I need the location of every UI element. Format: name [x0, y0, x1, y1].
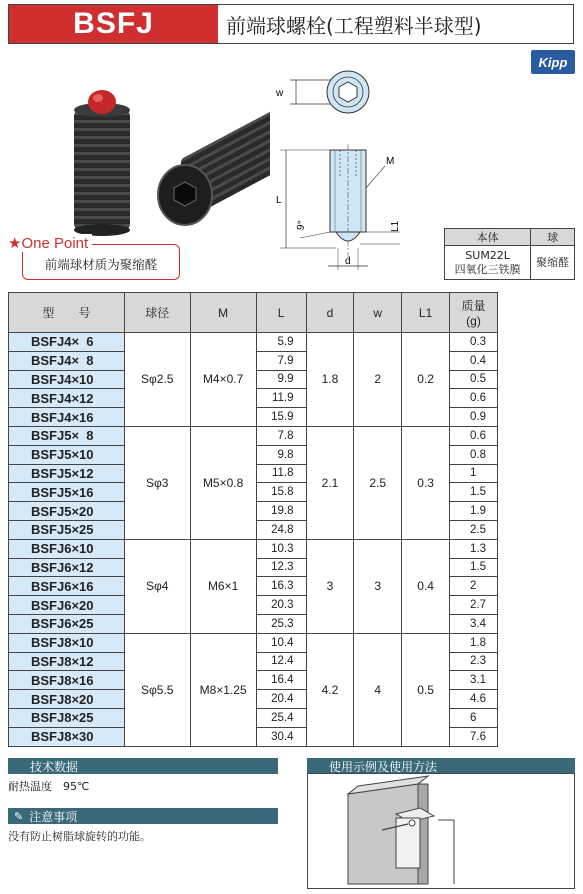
thread-cell: M8×1.25: [190, 633, 256, 746]
mass-cell: 1.5: [450, 483, 498, 502]
d-cell: 2.1: [306, 426, 354, 539]
brand-logo: Kipp: [531, 50, 575, 74]
model-cell: BSFJ8×10: [9, 633, 125, 652]
model-cell: BSFJ8×30: [9, 727, 125, 746]
model-cell: BSFJ5× 8: [9, 426, 125, 445]
col-ball: 球径: [124, 293, 190, 333]
model-cell: BSFJ8×25: [9, 708, 125, 727]
length-cell: 11.9: [256, 389, 306, 408]
usage-illustration-frame: [307, 773, 575, 889]
dim-w-label: w: [276, 88, 284, 99]
tech-data-title: 技术数据: [30, 759, 79, 774]
col-mass: [450, 293, 498, 333]
length-cell: 15.8: [256, 483, 306, 502]
model-cell: BSFJ6×20: [9, 596, 125, 615]
tech-data-bar: [8, 758, 278, 774]
dim-d-label: d: [345, 256, 351, 267]
length-cell: 7.8: [256, 426, 306, 445]
usage-title: 使用示例及使用方法: [329, 759, 438, 774]
l1-cell: 0.2: [402, 333, 450, 427]
length-cell: 5.9: [256, 333, 306, 352]
length-cell: 9.9: [256, 370, 306, 389]
length-cell: 7.9: [256, 351, 306, 370]
w-cell: 3: [354, 539, 402, 633]
l1-cell: 0.5: [402, 633, 450, 746]
model-cell: BSFJ5×25: [9, 520, 125, 539]
one-point-callout: [8, 234, 180, 280]
model-cell: BSFJ5×12: [9, 464, 125, 483]
product-photo: [60, 80, 270, 240]
thread-cell: M5×0.8: [190, 426, 256, 539]
mass-cell: 1.9: [450, 502, 498, 521]
col-mass-unit: (g): [466, 314, 481, 328]
material-body-line: SUM22L: [465, 248, 510, 262]
d-cell: 4.2: [306, 633, 354, 746]
length-cell: 15.9: [256, 408, 306, 427]
thread-cell: M6×1: [190, 539, 256, 633]
model-cell: BSFJ4×12: [9, 389, 125, 408]
one-point-text: 前端球材质为聚缩醛: [44, 257, 158, 272]
material-header-body: 本体: [445, 229, 531, 246]
w-cell: 4: [354, 633, 402, 746]
dim-angle-label: 9°: [295, 219, 308, 232]
length-cell: 24.8: [256, 520, 306, 539]
spec-table: [8, 292, 498, 747]
pencil-icon: ✎: [14, 809, 24, 823]
model-cell: BSFJ4×16: [9, 408, 125, 427]
mass-cell: 0.4: [450, 351, 498, 370]
length-cell: 19.8: [256, 502, 306, 521]
notes-text: 没有防止树脂球旋转的功能。: [8, 830, 151, 843]
length-cell: 16.4: [256, 671, 306, 690]
w-cell: 2.5: [354, 426, 402, 539]
length-cell: 12.3: [256, 558, 306, 577]
l1-cell: 0.3: [402, 426, 450, 539]
w-cell: 2: [354, 333, 402, 427]
col-w: w: [354, 293, 402, 333]
col-model: 型 号: [9, 293, 125, 333]
header-bar: [8, 4, 574, 44]
mass-cell: 0.8: [450, 445, 498, 464]
length-cell: 10.3: [256, 539, 306, 558]
length-cell: 20.3: [256, 596, 306, 615]
model-cell: BSFJ8×20: [9, 690, 125, 709]
length-cell: 10.4: [256, 633, 306, 652]
model-cell: BSFJ8×12: [9, 652, 125, 671]
model-cell: BSFJ6×25: [9, 614, 125, 633]
length-cell: 25.3: [256, 614, 306, 633]
mass-cell: 6: [450, 708, 498, 727]
material-header-ball: 球: [531, 229, 575, 246]
product-title: 前端球螺栓(工程塑料半球型): [226, 13, 482, 38]
model-cell: BSFJ4× 8: [9, 351, 125, 370]
ball-dia-cell: Sφ5.5: [124, 633, 190, 746]
spec-header-row: [9, 293, 498, 333]
length-cell: 25.4: [256, 708, 306, 727]
mass-cell: 0.6: [450, 389, 498, 408]
notes-title: 注意事项: [29, 809, 78, 824]
model-cell: BSFJ5×10: [9, 445, 125, 464]
mass-cell: 0.5: [450, 370, 498, 389]
material-body-line: 四氧化三铁膜: [454, 262, 521, 276]
mass-cell: 4.6: [450, 690, 498, 709]
ball-dia-cell: Sφ2.5: [124, 333, 190, 427]
col-m: M: [190, 293, 256, 333]
mass-cell: 1.8: [450, 633, 498, 652]
model-cell: BSFJ4× 6: [9, 333, 125, 352]
product-code: BSFJ: [9, 5, 218, 43]
length-cell: 11.8: [256, 464, 306, 483]
mass-cell: 2: [450, 577, 498, 596]
length-cell: 12.4: [256, 652, 306, 671]
col-mass-label: 质量: [461, 299, 486, 313]
model-cell: BSFJ5×16: [9, 483, 125, 502]
model-cell: BSFJ5×20: [9, 502, 125, 521]
model-cell: BSFJ8×16: [9, 671, 125, 690]
table-row: [9, 539, 498, 558]
material-table: [444, 228, 575, 280]
material-ball-cell: 聚缩醛: [531, 246, 575, 280]
ball-dia-cell: Sφ4: [124, 539, 190, 633]
mass-cell: 1.5: [450, 558, 498, 577]
mass-cell: 0.9: [450, 408, 498, 427]
table-row: [9, 426, 498, 445]
usage-illustration: [308, 774, 574, 888]
spec-body: [9, 333, 498, 747]
thread-cell: M4×0.7: [190, 333, 256, 427]
dim-m-label: M: [386, 156, 395, 167]
length-cell: 20.4: [256, 690, 306, 709]
ball-dia-cell: Sφ3: [124, 426, 190, 539]
model-cell: BSFJ6×10: [9, 539, 125, 558]
mass-cell: 1.3: [450, 539, 498, 558]
mass-cell: 0.3: [450, 333, 498, 352]
notes-bar: [8, 808, 278, 824]
mass-cell: 2.3: [450, 652, 498, 671]
mass-cell: 2.5: [450, 520, 498, 539]
col-l1: L1: [402, 293, 450, 333]
table-row: [9, 633, 498, 652]
length-cell: 16.3: [256, 577, 306, 596]
one-point-label: ★One Point: [8, 234, 92, 252]
tech-data-text: 耐热温度 95℃: [8, 780, 90, 793]
usage-bar: [307, 758, 575, 774]
col-l: L: [256, 293, 306, 333]
mass-cell: 3.4: [450, 614, 498, 633]
d-cell: 3: [306, 539, 354, 633]
l1-cell: 0.4: [402, 539, 450, 633]
model-cell: BSFJ6×16: [9, 577, 125, 596]
col-d: d: [306, 293, 354, 333]
mass-cell: 0.6: [450, 426, 498, 445]
mass-cell: 1: [450, 464, 498, 483]
model-cell: BSFJ4×10: [9, 370, 125, 389]
d-cell: 1.8: [306, 333, 354, 427]
model-cell: BSFJ6×12: [9, 558, 125, 577]
table-row: [9, 333, 498, 352]
material-body-cell: [445, 246, 531, 280]
length-cell: 9.8: [256, 445, 306, 464]
dim-l1-label: L1: [390, 220, 401, 232]
mass-cell: 3.1: [450, 671, 498, 690]
dim-l-label: L: [276, 195, 282, 206]
length-cell: 30.4: [256, 727, 306, 746]
mass-cell: 7.6: [450, 727, 498, 746]
mass-cell: 2.7: [450, 596, 498, 615]
technical-drawing: [240, 58, 440, 278]
